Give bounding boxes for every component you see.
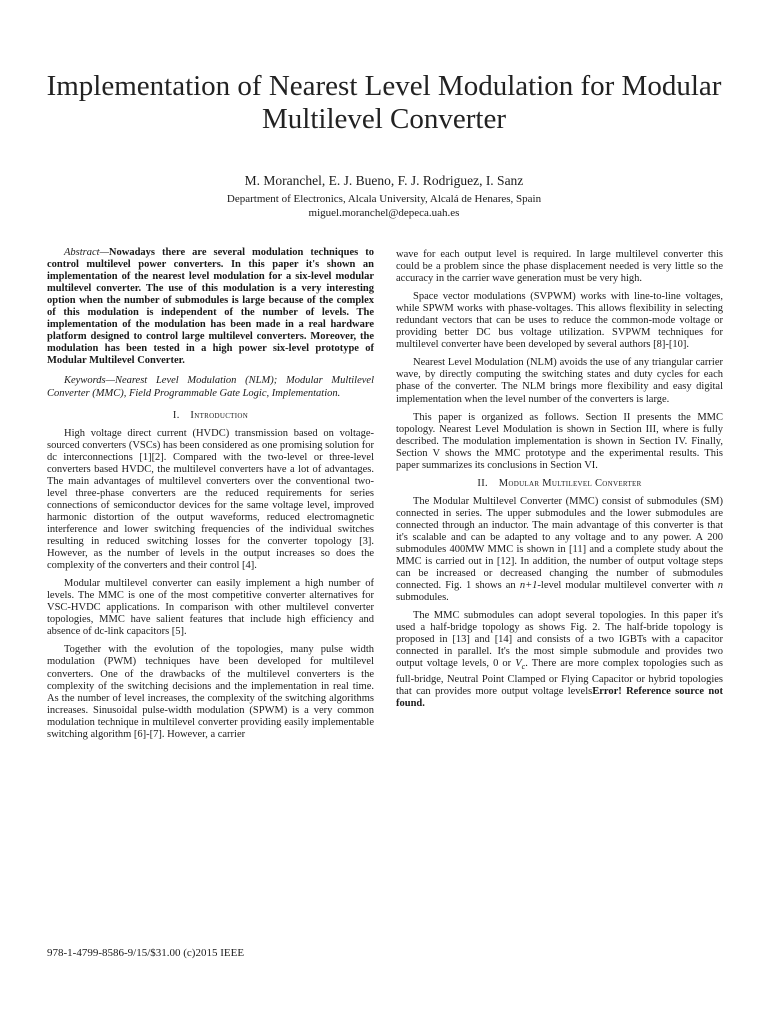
- abstract: [47, 247, 374, 367]
- author-email: miguel.moranchel@depeca.uah.es: [308, 207, 460, 219]
- left-column: [47, 247, 374, 747]
- paper-title: Implementation of Nearest Level Modulation for Modular Multilevel Converter: [46, 70, 722, 135]
- math-run: n: [717, 580, 724, 592]
- keywords: Keywords—Nearest Level Modulation (NLM); Modular Multilevel Converter (MMC), Field Programmable Gate Logic, Implementation.: [47, 375, 374, 399]
- right-column: [396, 249, 723, 716]
- text-run: The Modular Multilevel Converter (MMC) consist of submodules (SM) connected in series. The upper submodules and the lower submodules are connected through an inductor. The main advantage of this converter is that it's scalable and can be adapted to any voltage and to any power. A 200 submodules 400MW MMC is shown in [11] and a complete study about the MMC is carried out in [12]. In addition, the number of output voltage steps can be increased or decreased changing the number of submodules connected. Fig. 1 shows an: [396, 495, 723, 592]
- broken-reference: Error! Reference source not found.: [396, 685, 723, 709]
- copyright-footer: 978-1-4799-8586-9/15/$31.00 (c)2015 IEEE: [47, 947, 245, 959]
- affiliation: Department of Electronics, Alcala University, Alcalá de Henares, Spain: [226, 193, 542, 205]
- section-heading-mmc: II. Modular Multilevel Converter: [477, 477, 642, 489]
- text-run: -level modular multilevel converter with: [537, 580, 718, 592]
- abstract-text: Nowadays there are several modulation techniques to control multilevel power converters. In this paper it's shown an implementation of the nearest level modulation for a six-level modular multilevel converter. The use of this modulation is a very interesting option when the number of submodules is large because of the complex of this modulation is independent of the number of levels. The implementation of the modulation has been made in a real hardware platform designed to control large multilevel converters. Moreover, the modulation has been tested in a high power six-level prototype of Modular Multilevel Converter.: [47, 247, 374, 367]
- math-subscript: c: [521, 662, 526, 672]
- paragraph: [396, 610, 723, 709]
- abstract-label: Abstract—: [64, 247, 109, 258]
- math-run: n+1: [519, 580, 538, 592]
- text-run: The MMC submodules can adopt several topologies. In this paper it's used a half-bridge topology as shows Fig. 2. The half-bride topology is proposed in [13] and [14] and consists of a two IGBTs with a capacitor connected in parallel. It's the most simple submodule and provides two output voltage levels, 0 or: [396, 610, 723, 670]
- affiliation-block: [40, 192, 728, 220]
- paragraph: Together with the evolution of the topologies, many pulse width modulation (PWM) techniques have been developed for multilevel converters. One of the drawbacks of the multilevel converters is the complexity of the switching decisions and the implementation in real time. As the number of level increases, the complexity of the switching algorithms increases. Sinusoidal pulse-width modulation (SPWM) is a very common modulation technique in multilevel converter providing easily implementable switching algorithm [6]-[7]. However, a carrier: [47, 644, 374, 740]
- paragraph: [396, 496, 723, 604]
- paragraph: This paper is organized as follows. Section II presents the MMC topology. Nearest Level Modulation is shown in Section III, where is fully described. The modulation implementation is shown in Section IV. Finally, Section V shows the MMC prototype and the experimental results. This paper summarizes its conclusions in Section VI.: [396, 411, 723, 471]
- paragraph: High voltage direct current (HVDC) transmission based on voltage-sourced converters (VSCs) has been considered as one promising solution for dc interconnections [1][2]. Compared with the two-level or three-level converters based HVDC, the multilevel converters have a lot of advantages. The main advantages of multilevel converters over the conventional two-level three-phase converters are the reduced requirements for series connections of semiconductor devices for the same voltage level, improved harmonic distortion of the output waveforms, reduced electromagnetic interference and lower switching frequencies of the individual switches resulting in reduced switching losses for the converter topology [3]. However, as the number of levels in the output increases so does the complexity of the converters and their control [4].: [47, 427, 374, 572]
- paragraph: Modular multilevel converter can easily implement a high number of levels. The MMC is one of the most competitive converter alternatives for VSC-HVDC applications. In comparison with other multilevel converter topologies, MMC have salient features that include high efficiency and absence of dc-link capacitors [5].: [47, 578, 374, 638]
- paragraph: Nearest Level Modulation (NLM) avoids the use of any triangular carrier wave, by directly computing the switching states and duty cycles for each phase of the converter. The NLM brings more flexibility and easy digital implementation when the level number of the converters is large.: [396, 357, 723, 405]
- paragraph: Space vector modulations (SVPWM) works with line-to-line voltages, while SPWM works with phase-voltages. This allows flexibility in selecting redundant vectors that can be uses to reduce the common-mode voltage or providing better DC bus voltage utilization. SVPWM techniques for multilevel converter have been developed by several authors [8]-[10].: [396, 291, 723, 351]
- text-run: submodules.: [396, 592, 449, 604]
- math-run: V: [515, 658, 522, 670]
- text-run: . There are more complex topologies such as full-bridge, Neutral Point Clamped or Flying Capacitor or hybrid topologies that can provides more output voltage levels: [396, 658, 723, 697]
- author-list: M. Moranchel, E. J. Bueno, F. J. Rodriguez, I. Sanz: [244, 173, 524, 188]
- paragraph-continued: wave for each output level is required. In large multilevel converter this could be a problem since the phase displacement needed is very little so the accuracy in the carrier wave generation must be very high.: [396, 249, 723, 285]
- section-heading-introduction: I. Introduction: [172, 409, 249, 421]
